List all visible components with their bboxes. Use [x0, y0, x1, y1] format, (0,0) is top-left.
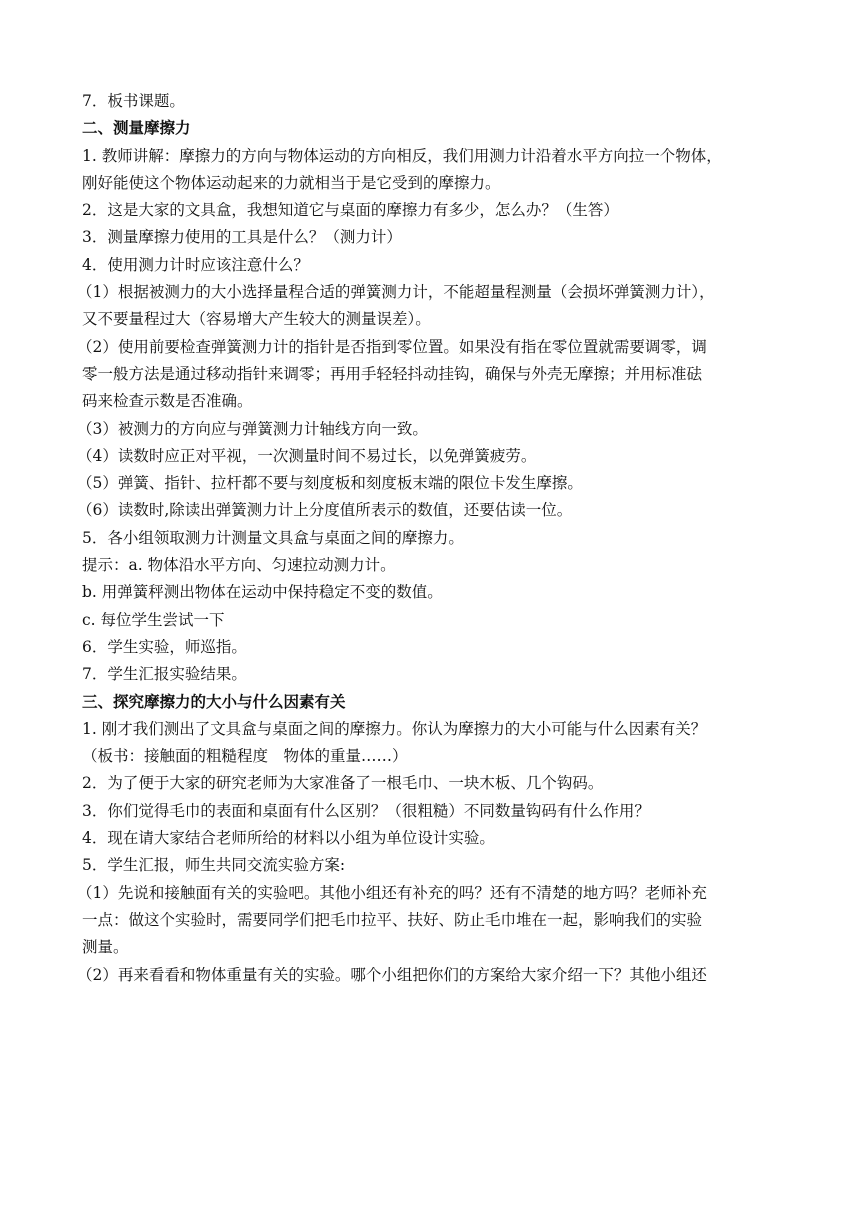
text-line: 2．这是大家的文具盒，我想知道它与桌面的摩擦力有多少，怎么办？（生答）	[82, 201, 619, 220]
text-line: 1. 教师讲解：摩擦力的方向与物体运动的方向相反，我们用测力计沿着水平方向拉一个物体，	[82, 146, 722, 165]
text-line: 一点：做这个实验时，需要同学们把毛巾拉平、扶好、防止毛巾堆在一起，影响我们的实验	[82, 910, 703, 929]
text-line: （1）先说和接触面有关的实验吧。其他小组还有补充的吗？还有不清楚的地方吗？老师补充	[77, 883, 707, 902]
text-line: 3．测量摩擦力使用的工具是什么？（测力计）	[82, 228, 402, 247]
text-line: 零一般方法是通过移动指针来调零；再用手轻轻抖动挂钩，确保与外壳无摩擦；并用标准砝	[82, 364, 703, 383]
text-line: 5．各小组领取测力计测量文具盒与桌面之间的摩擦力。	[82, 528, 464, 547]
text-line: 1. 刚才我们测出了文具盒与桌面之间的摩擦力。你认为摩擦力的大小可能与什么因素有关？	[82, 719, 707, 738]
text-line: 4．使用测力计时应该注意什么？	[82, 255, 309, 274]
text-line: 6．学生实验，师巡指。	[82, 637, 247, 656]
document-body	[77, 88, 782, 989]
text-line: （6）读数时,除读出弹簧测力计上分度值所表示的数值，还要估读一位。	[77, 501, 573, 520]
text-line: （5）弹簧、指针、拉杆都不要与刻度板和刻度板末端的限位卡发生摩擦。	[77, 474, 583, 493]
section-heading: 二、测量摩擦力	[82, 119, 191, 138]
text-line: （板书：接触面的粗糙程度 物体的重量……）	[82, 747, 408, 766]
text-line: 2．为了便于大家的研究老师为大家准备了一根毛巾、一块木板、几个钩码。	[82, 774, 604, 793]
text-line: （2）再来看看和物体重量有关的实验。哪个小组把你们的方案给大家介绍一下？其他小组还	[77, 965, 707, 984]
text-line: b. 用弹簧秤测出物体在运动中保持稳定不变的数值。	[82, 583, 443, 602]
text-line: 4．现在请大家结合老师所给的材料以小组为单位设计实验。	[82, 829, 495, 848]
text-line: 7．学生汇报实验结果。	[82, 665, 247, 684]
text-line: （2）使用前要检查弹簧测力计的指针是否指到零位置。如果没有指在零位置就需要调零，调	[77, 337, 707, 356]
text-line: 码来检查示数是否准确。	[82, 392, 253, 411]
text-line: （4）读数时应正对平视，一次测量时间不易过长，以免弹簧疲劳。	[77, 446, 537, 465]
text-line: （3）被测力的方向应与弹簧测力计轴线方向一致。	[77, 419, 428, 438]
text-line: 又不要量程过大（容易增大产生较大的测量误差）。	[82, 310, 431, 329]
text-line: （1）根据被测力的大小选择量程合适的弹簧测力计，不能超量程测量（会损坏弹簧测力计），	[77, 283, 715, 302]
text-line: 刚好能使这个物体运动起来的力就相当于是它受到的摩擦力。	[82, 173, 501, 192]
text-line: 7．板书课题。	[82, 92, 185, 110]
text-line: 3．你们觉得毛巾的表面和桌面有什么区别？（很粗糙）不同数量钩码有什么作用？	[82, 801, 650, 820]
text-line: 测量。	[82, 938, 129, 957]
text-line: c. 每位学生尝试一下	[82, 610, 225, 629]
section-heading: 三、探究摩擦力的大小与什么因素有关	[82, 692, 346, 711]
text-line: 5．学生汇报，师生共同交流实验方案:	[82, 856, 346, 875]
text-line: 提示：a. 物体沿水平方向、匀速拉动测力计。	[82, 556, 396, 575]
